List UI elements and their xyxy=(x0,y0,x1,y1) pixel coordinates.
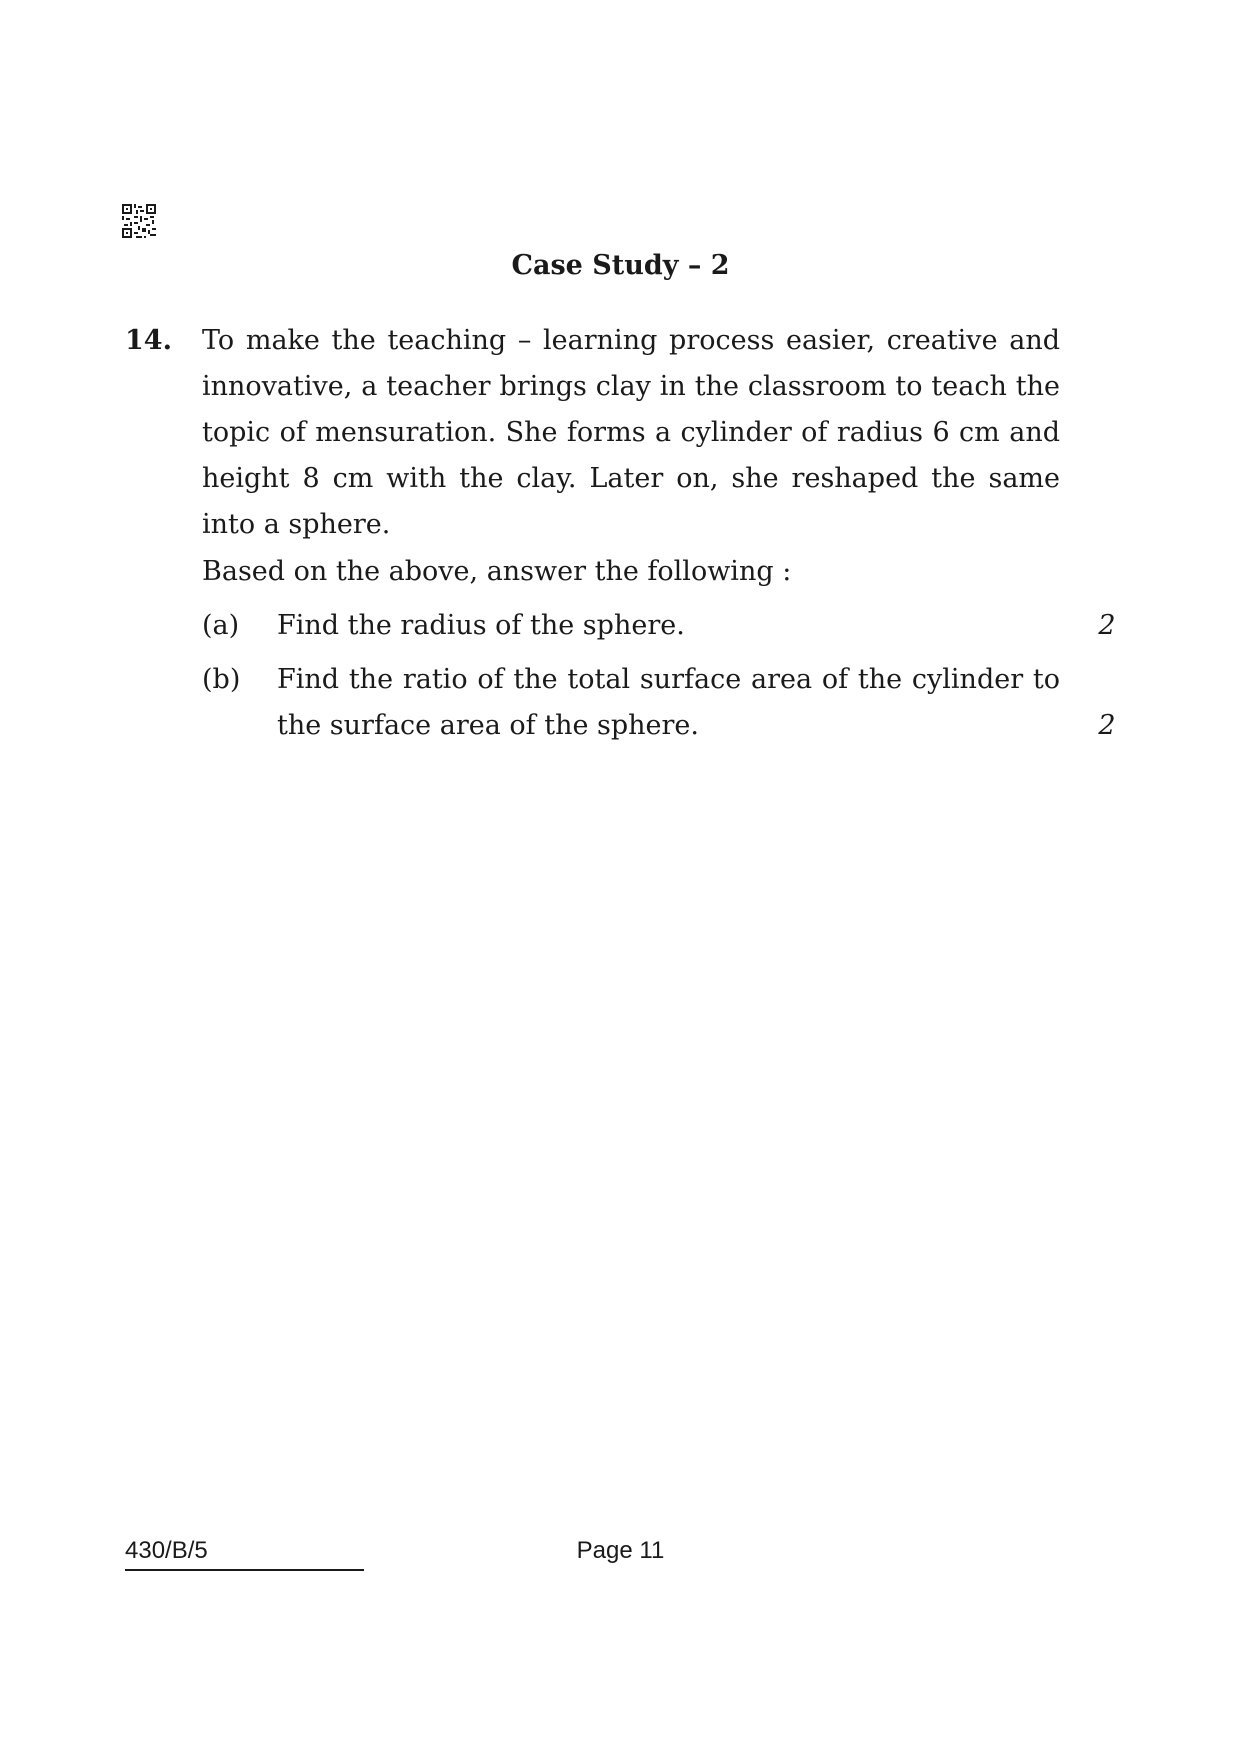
qr-code-icon xyxy=(122,204,156,238)
part-a-text: Find the radius of the sphere. xyxy=(277,610,685,641)
part-a-label: (a) xyxy=(202,610,240,641)
part-a-marks: 2 xyxy=(1098,610,1116,641)
part-b-text: Find the ratio of the total surface area of the cylinder to the surface area of the sphere. xyxy=(277,664,1060,741)
question-instruction: Based on the above, answer the following : xyxy=(202,556,792,587)
page-number: Page 11 xyxy=(576,1537,665,1564)
part-b-label: (b) xyxy=(202,664,241,695)
part-b-marks: 2 xyxy=(1098,710,1116,741)
case-study-heading: Case Study – 2 xyxy=(511,250,730,281)
question-text: To make the teaching – learning process easier, creative and innovative, a teacher brings clay in the classroom to teach the topic of mensuration. She forms a cylinder of radius 6 cm and height 8 cm with the clay. Later on, she reshaped the same into a sphere. xyxy=(202,325,1060,540)
paper-code: 430/B/5 xyxy=(125,1535,364,1571)
question-number: 14. xyxy=(125,325,172,356)
